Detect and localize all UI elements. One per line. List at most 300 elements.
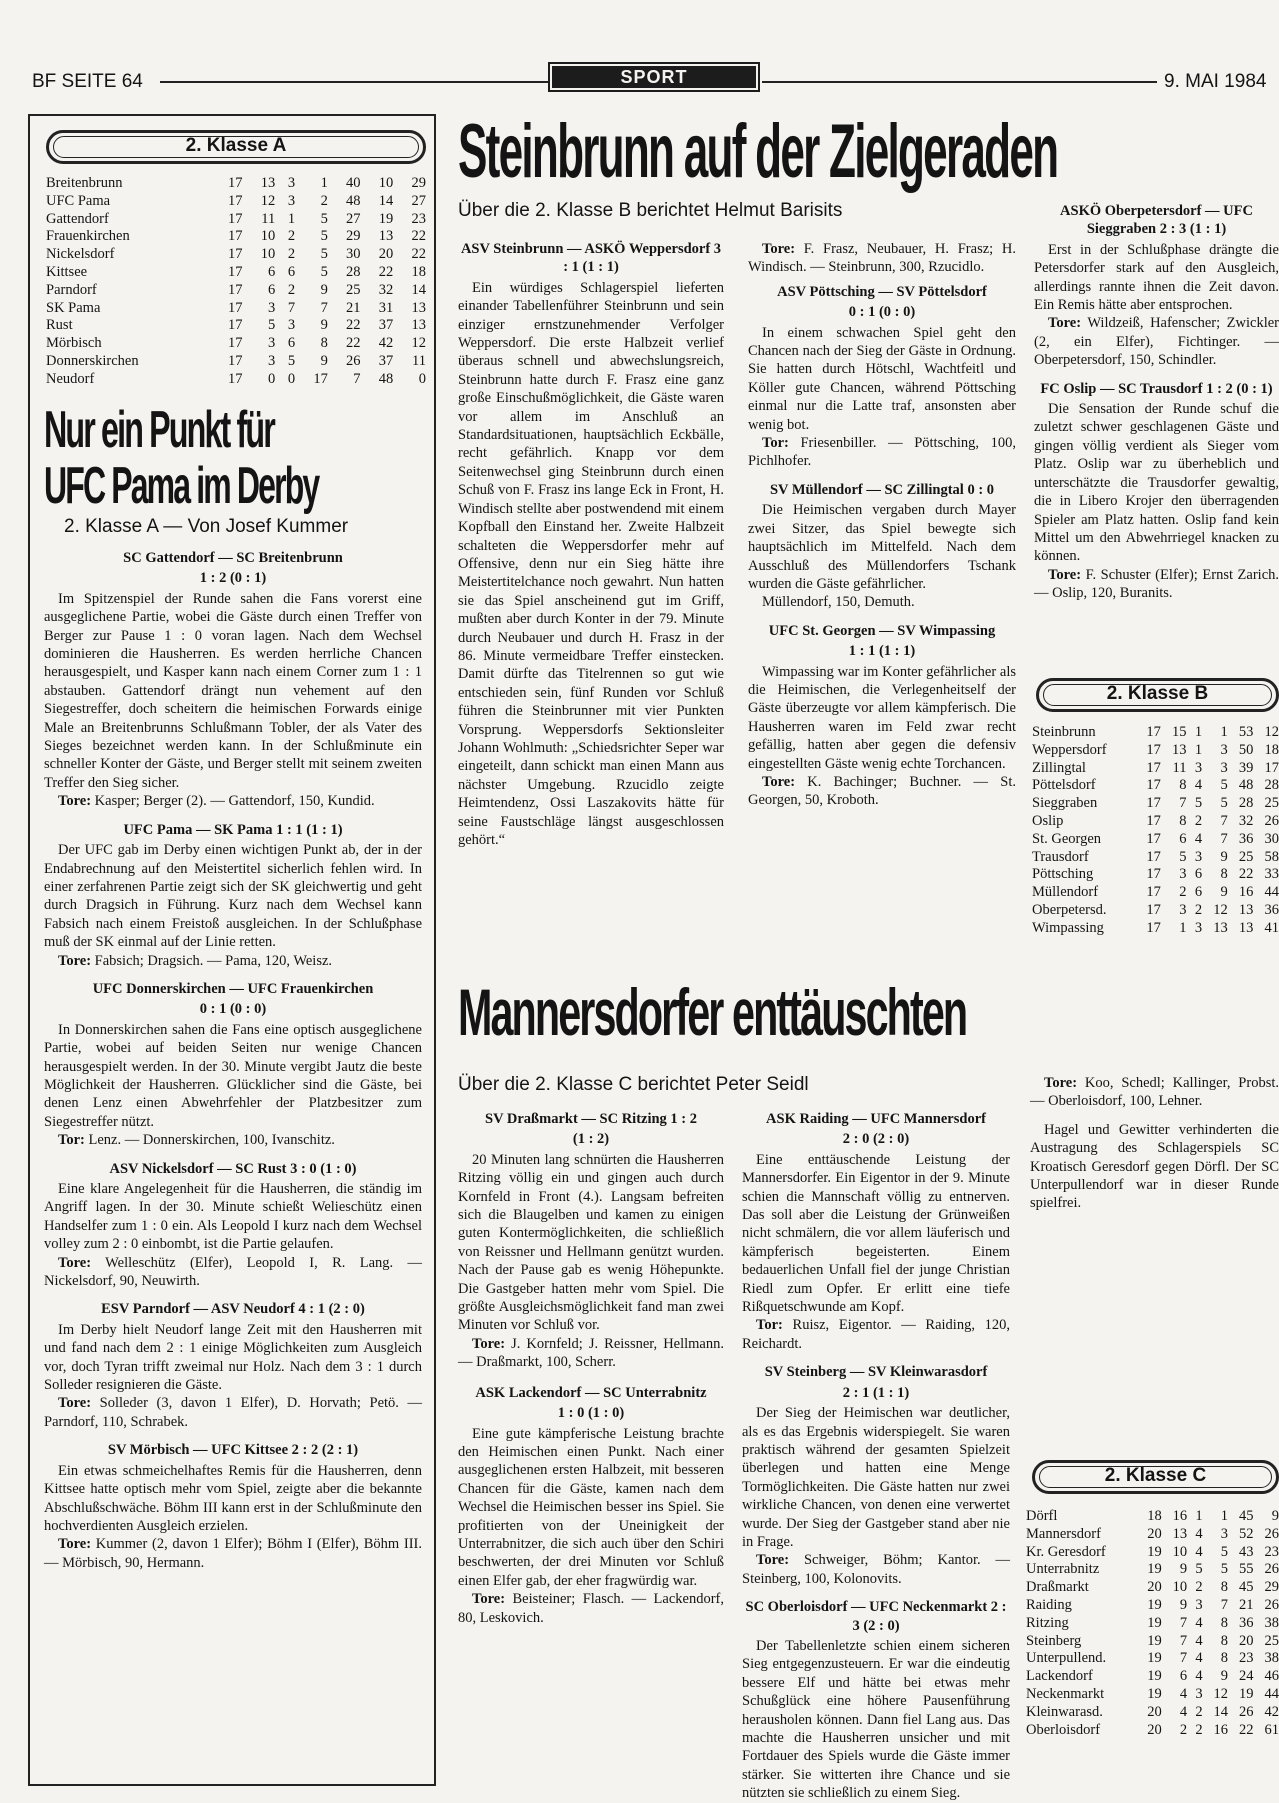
stat-cell: 22 [411,246,426,263]
stat-cell: 25 [346,281,361,298]
stat-cell: 6 [267,263,276,280]
table-row [46,175,426,193]
stat-cell: 5 [320,210,328,227]
stat-cell: 3 [1220,1525,1229,1542]
stat-cell: 26 [1264,1561,1279,1578]
stat-cell: 7 [1220,812,1228,829]
stat-cell: 36 [1238,830,1254,847]
stat-cell: 17 [228,210,243,227]
stat-cell: 4 [1195,1650,1203,1667]
stat-cell: 28 [346,263,361,280]
article-3-col-3 [1030,1074,1279,1394]
stat-cell: 3 [1220,741,1228,758]
stat-cell: 0 [418,370,426,387]
table-row [1026,1704,1279,1722]
stat-cell: 9 [1179,1561,1188,1578]
stat-cell: 19 [1147,1614,1162,1631]
match-scorers: Tore: F. Schuster (Elfer); Ernst Zarich. — Oslip, 120, Buranits. [1034,566,1279,602]
stat-cell: 19 [1147,1685,1162,1702]
table-row [1032,813,1279,831]
header-rule-left [160,81,548,83]
stat-cell: 19 [1147,1561,1162,1578]
team-name: Neudorf [46,370,95,387]
match-scorers: Tore: J. Kornfeld; J. Reissner, Hellmann. — Draßmarkt, 100, Scherr. [458,1335,724,1371]
team-name: Müllendorf [1032,884,1099,901]
match-title: ASV Pöttsching — SV Pöttelsdorf [777,283,987,300]
stat-cell: 5 [1220,777,1228,794]
team-name: Trausdorf [1032,848,1089,865]
stat-cell: 3 [1194,759,1203,776]
article-1-body [44,543,422,1572]
team-name: Neckenmarkt [1026,1685,1105,1702]
stat-cell: 3 [287,175,296,191]
stat-cell: 45 [1238,1579,1254,1596]
stat-cell: 43 [1238,1543,1254,1560]
table-row [46,228,426,246]
stat-cell: 3 [1179,901,1187,918]
stat-cell: 19 [1238,1685,1254,1702]
stat-cell: 29 [411,175,426,191]
match-title: SC Oberloisdorf — UFC Neckenmarkt 2 : 3 (2 : 0) [745,1599,1007,1634]
stat-cell: 17 [228,370,243,387]
stat-cell: 4 [1194,830,1203,847]
match-report: Der UFC gab im Derby einen wichtigen Punkt ab, der in der Endabrechnung auf den Meistertitel sicherlich fehlen wird. In einer zerfahrenen Partie zeigt sich der SK gleichwertig und geht durch Dragsich in Führung. Kurz nach dem Wechsel kann Fabsich nach einem Freistoß ausgleichen. In der Schlußphase muß der SK einmal auf der Linie retten. [44,842,422,951]
stat-cell: 3 [267,335,276,352]
stat-cell: 5 [267,317,276,334]
stat-cell: 20 [1147,1721,1162,1738]
match-score: 2 : 1 (1 : 1) [842,1384,910,1401]
stat-cell: 17 [1146,830,1161,847]
stat-cell: 28 [1264,777,1279,794]
stat-cell: 17 [228,299,243,316]
stat-cell: 7 [1179,1632,1188,1649]
stat-cell: 10 [1172,1579,1188,1596]
stat-cell: 22 [1238,1721,1254,1738]
stat-cell: 17 [1146,795,1161,812]
table-row [1026,1668,1279,1686]
stat-cell: 1 [287,210,296,227]
stat-cell: 7 [1220,1596,1229,1613]
stat-cell: 8 [1220,1579,1229,1596]
stat-cell: 38 [1264,1650,1279,1667]
stat-cell: 25 [1264,795,1279,812]
stat-cell: 2 [1194,901,1203,918]
stat-cell: 13 [1172,741,1187,758]
stat-cell: 13 [1172,1525,1188,1542]
stat-cell: 6 [267,281,276,298]
table-row [1032,920,1279,938]
article-2-col-1 [458,240,724,945]
stat-cell: 8 [1179,812,1187,829]
stat-cell: 48 [1238,777,1254,794]
stat-cell: 50 [1238,741,1254,758]
stat-cell: 42 [378,335,394,352]
stat-cell: 17 [313,370,328,387]
stat-cell: 5 [1220,795,1228,812]
team-name: Mörbisch [46,335,102,352]
table-row [1032,724,1279,742]
table-row [46,300,426,318]
stat-cell: 1 [320,175,328,191]
stat-cell: 37 [378,352,394,369]
stat-cell: 17 [228,175,243,191]
article-2-col-3 [1034,202,1279,662]
team-name: Kleinwarasd. [1026,1703,1103,1720]
stat-cell: 9 [1220,1668,1229,1685]
match-score: 1 : 2 (0 : 1) [199,570,267,587]
team-name: Raiding [1026,1596,1072,1613]
article-2-subline: Über die 2. Klasse B berichtet Helmut Barisits [458,200,843,221]
stat-cell: 42 [1264,1703,1279,1720]
match-score: 1 : 0 (1 : 0) [557,1405,625,1422]
table-row [1026,1722,1279,1740]
stat-cell: 22 [346,335,361,352]
table-row [46,282,426,300]
stat-cell: 7 [320,299,328,316]
stat-cell: 21 [1238,1596,1254,1613]
table-row [1032,849,1279,867]
team-name: Pöttelsdorf [1032,777,1096,794]
team-name: Oberloisdorf [1026,1721,1101,1738]
match-report: Der Sieg der Heimischen war deutlicher, als es das Ergebnis widerspiegelt. Sie waren praktisch während der gesamten Spielzeit überlegen und hatten eine Menge Tormöglichkeiten. Die Gäste hatten nur zwei wirkliche Chancen, von denen eine verwertet wurde. Der Sieg der Gastgeber stand aber nie in Frage. [742,1405,1010,1550]
article-2-col-2 [748,240,1016,945]
stat-cell: 2 [1179,884,1187,901]
table-row [1026,1579,1279,1597]
stat-cell: 20 [1147,1525,1162,1542]
stat-cell: 27 [346,210,361,227]
stat-cell: 19 [1147,1668,1162,1685]
stat-cell: 19 [1147,1632,1162,1649]
match-title: SV Mörbisch — UFC Kittsee 2 : 2 (2 : 1) [107,1442,359,1459]
table-row [1026,1544,1279,1562]
stat-cell: 17 [1146,901,1161,918]
stat-cell: 3 [1195,1685,1203,1702]
team-name: Sieggraben [1032,795,1098,812]
stat-cell: 6 [1194,884,1203,901]
match-report: In einem schwachen Spiel geht den Chancen nach der Sieg der Gäste in Ordnung. Sie hatten durch Hötschl, Wachtfeitl und Köller gute Chancen, während Pöttsching einmal nur die Latte traf, ansonsten aber wenig bot. [748,324,1016,433]
stat-cell: 13 [1213,919,1228,936]
team-name: Donnerskirchen [46,352,139,369]
stat-cell: 2 [1195,1721,1203,1738]
stat-cell: 17 [1146,884,1161,901]
section-label [548,62,760,92]
stat-cell: 9 [320,317,328,334]
stat-cell: 29 [1264,1579,1279,1596]
stat-cell: 5 [1179,848,1187,865]
stat-cell: 2 [1194,812,1203,829]
match-title: FC Oslip — SC Trausdorf 1 : 2 (0 : 1) [1040,380,1273,397]
stat-cell: 55 [1238,1561,1254,1578]
match-report: Ein etwas schmeichelhaftes Remis für die Hausherren, denn Kittsee hatte optisch mehr vom Spiel, zeigte aber die bekannte Abschlußschwäche. Böhm III kann erst in der Schlußminute den hochverdienten Ausgleich erzielen. [44,1462,422,1534]
table-row [1026,1597,1279,1615]
team-name: SK Pama [46,299,101,316]
standings-table-c [1026,1508,1279,1739]
match-scorers: Tore: Kummer (2, davon 1 Elfer); Böhm I (Elfer), Böhm III. — Mörbisch, 90, Hermann. [44,1536,423,1571]
stat-cell: 11 [261,210,276,227]
stat-cell: 24 [1238,1668,1254,1685]
stat-cell: 8 [320,335,328,352]
team-name: Mannersdorf [1026,1525,1101,1542]
match-score: 0 : 1 (0 : 0) [199,1001,267,1018]
match-venue: Müllendorf, 150, Demuth. [762,594,915,611]
stat-cell: 44 [1264,1685,1279,1702]
stat-cell: 17 [228,317,243,334]
stat-cell: 17 [1146,759,1161,776]
stat-cell: 21 [346,299,361,316]
team-name: Breitenbrunn [46,175,123,191]
match-title: ASV Nickelsdorf — SC Rust 3 : 0 (1 : 0) [109,1160,357,1177]
table-row [1032,795,1279,813]
stat-cell: 17 [1146,848,1161,865]
stat-cell: 5 [320,263,328,280]
stat-cell: 32 [378,281,394,298]
stat-cell: 11 [412,352,426,369]
stat-cell: 22 [378,263,394,280]
stat-cell: 17 [1264,759,1279,776]
match-report: Der Tabellenletzte schien einem sicheren Sieg entgegenzusteuern. Er war die eindeutig bessere Elf und hätte bei etwas mehr Schußglück eine höhere Pausenführung herausholen können. Dann fiel Lang aus. Das machte die Hausherren unsicher und mit Fortdauer des Spiels wurde die Gäste immer stärker. Sie witterten ihre Chance und sie nützten sie schließlich zu einem Sieg. [742,1637,1010,1802]
stat-cell: 45 [1238,1508,1254,1524]
section-label-text: SPORT [620,67,688,87]
match-title: SC Gattendorf — SC Breitenbrunn [123,550,343,566]
stat-cell: 5 [1195,1561,1203,1578]
stat-cell: 41 [1264,919,1279,936]
team-name: Zillingtal [1032,759,1086,776]
stat-cell: 3 [1220,759,1228,776]
stat-cell: 1 [1179,919,1187,936]
stat-cell: 3 [1179,866,1187,883]
standings-table-b [1032,724,1279,938]
stat-cell: 20 [1238,1632,1254,1649]
stat-cell: 12 [1213,901,1228,918]
match-scorers: Tore: Kasper; Berger (2). — Gattendorf, 150, Kundid. [58,793,375,810]
stat-cell: 1 [1194,724,1203,740]
match-score: 1 : 1 (1 : 1) [848,643,916,660]
table-c-title: 2. Klasse C [1032,1460,1279,1494]
match-title: ASKÖ Oberpetersdorf — UFC Sieggraben 2 : 3 (1 : 1) [1060,203,1253,238]
table-row [1032,831,1279,849]
table-row [46,371,426,389]
match-title: SV Steinberg — SV Kleinwarasdorf [764,1364,988,1381]
team-name: Lackendorf [1026,1668,1093,1685]
stat-cell: 8 [1220,1650,1229,1667]
team-name: Dörfl [1026,1508,1058,1524]
stat-cell: 61 [1264,1721,1279,1738]
stat-cell: 17 [1146,919,1161,936]
stat-cell: 4 [1195,1525,1203,1542]
match-scorers: Tore: Beisteiner; Flasch. — Lackendorf, 80, Leskovich. [458,1591,725,1626]
table-b-title: 2. Klasse B [1036,678,1279,712]
stat-cell: 17 [228,228,243,245]
stat-cell: 22 [1238,866,1254,883]
stat-cell: 23 [1238,1650,1254,1667]
team-name: St. Georgen [1032,830,1102,847]
headline-1a: Nur ein Punkt für [44,401,274,459]
stat-cell: 25 [1238,848,1254,865]
stat-cell: 13 [411,299,426,316]
stat-cell: 3 [287,192,296,209]
match-report: Eine klare Angelegenheit für die Hausherren, die ständig im Angriff lagen. In der 30. Minute schießt Welieschütz einen Handselfer zum 1 : 0 ein. Als Leopold I kurz nach dem Wechsel volley zum 2 : 0 einbombt, ist die Partie gelaufen. [44,1181,422,1253]
stat-cell: 2 [287,281,296,298]
match-scorers: Tor: Ruisz, Eigentor. — Raiding, 120, Reichardt. [742,1317,1011,1352]
stat-cell: 36 [1238,1614,1254,1631]
page-number: BF SEITE 64 [32,71,143,92]
table-row [46,264,426,282]
match-scorers: Tore: F. Frasz, Neubauer, H. Frasz; H. Windisch. — Steinbrunn, 300, Rzucidlo. [748,241,1017,276]
stat-cell: 29 [346,228,361,245]
stat-cell: 12 [411,335,426,352]
stat-cell: 16 [1238,884,1254,901]
team-name: Ritzing [1026,1614,1069,1631]
match-report: Die Sensation der Runde schuf die zuletzt schwer geschlagenen Gäste und gingen völlig verdient als Sieger vom Platz. Oslip war zu überheblich und unterschätzte die Trausdorfer gewaltig, die in Libero Krojer den überragenden Spieler am Platz hatten. Oslip fand kein Mittel um den Abwehrriegel knacken zu können. [1034,401,1279,565]
stat-cell: 3 [267,299,276,316]
table-row [1032,884,1279,902]
match-report: Die Heimischen vergaben durch Mayer zwei Sitzer, das Spiel bewegte sich hauptsächlich im Mittelfeld. Nach dem Ausschluß des Müllendorfers Tschank wurden die Gäste gefährlicher. [748,502,1016,592]
issue-date: 9. MAI 1984 [1164,71,1267,92]
stat-cell: 27 [411,192,426,209]
stat-cell: 18 [1147,1508,1162,1524]
stat-cell: 23 [411,210,426,227]
stat-cell: 9 [1220,848,1228,865]
stat-cell: 6 [1194,866,1203,883]
match-score: 0 : 1 (0 : 0) [848,304,916,321]
stat-cell: 7 [287,299,296,316]
stat-cell: 19 [378,210,394,227]
table-row [1032,866,1279,884]
team-name: Steinbrunn [1032,724,1096,740]
stat-cell: 28 [1238,795,1254,812]
stat-cell: 33 [1264,866,1279,883]
stat-cell: 4 [1195,1614,1203,1631]
match-report: Im Derby hielt Neudorf lange Zeit mit den Hausherren mit und fand nach dem 2 : 1 einige Möglichkeiten zum Ausgleich vor, doch Tyran trifft zweimal nur Holz. Nach dem 3 : 1 durch Solleder resignieren die Gäste. [44,1321,422,1394]
match-score: (1 : 2) [572,1131,610,1148]
stat-cell: 23 [1264,1543,1279,1560]
table-row [1032,760,1279,778]
table-row [46,246,426,264]
headline-2: Steinbrunn auf der Zielgeraden [458,109,1058,194]
stat-cell: 7 [1179,1650,1188,1667]
team-name: Unterrabnitz [1026,1561,1100,1578]
team-name: Parndorf [46,281,97,298]
stat-cell: 6 [1179,1668,1188,1685]
match-scorers: Tor: Friesenbiller. — Pöttsching, 100, Pichlhofer. [748,435,1016,470]
stat-cell: 30 [346,246,361,263]
stat-cell: 5 [320,228,328,245]
stat-cell: 25 [1264,1632,1279,1649]
stat-cell: 7 [353,370,361,387]
stat-cell: 2 [1195,1579,1203,1596]
stat-cell: 5 [287,352,296,369]
stat-cell: 9 [320,352,328,369]
stat-cell: 58 [1264,848,1279,865]
stat-cell: 5 [1194,795,1203,812]
stat-cell: 17 [228,281,243,298]
table-row [1026,1526,1279,1544]
stat-cell: 20 [1147,1703,1162,1720]
match-scorers: Tore: Welleschütz (Elfer), Leopold I, R. Lang. — Nickelsdorf, 90, Neuwirth. [44,1254,422,1290]
article-3-subline: Über die 2. Klasse C berichtet Peter Seidl [458,1074,809,1095]
stat-cell: 11 [1172,759,1187,776]
stat-cell: 12 [260,192,276,209]
table-row [1026,1633,1279,1651]
match-report: Hagel und Gewitter verhinderten die Austragung des Schlagerspiels SC Kroatisch Geresdorf gegen Dörfl. Der SC Unterpullendorf war in dieser Runde spielfrei. [1030,1121,1279,1212]
stat-cell: 53 [1238,724,1254,740]
match-scorers: Tore: Solleder (3, davon 1 Elfer), D. Horvath; Petö. — Parndorf, 110, Schrabek. [44,1395,423,1430]
stat-cell: 4 [1179,1703,1188,1720]
match-title: UFC St. Georgen — SV Wimpassing [768,622,996,639]
stat-cell: 4 [1194,777,1203,794]
match-title: UFC Donnerskirchen — UFC Frauenkirchen [92,980,374,997]
stat-cell: 20 [1147,1579,1162,1596]
stat-cell: 48 [346,192,361,209]
stat-cell: 3 [287,317,296,334]
stat-cell: 17 [1146,777,1161,794]
stat-cell: 3 [267,352,276,369]
match-title: SV Draßmarkt — SC Ritzing 1 : 2 [485,1111,697,1127]
stat-cell: 17 [1146,741,1161,758]
match-scorers: Tore: Fabsich; Dragsich. — Pama, 120, Weisz. [58,952,333,969]
stat-cell: 1 [1194,741,1203,758]
stat-cell: 6 [1179,830,1187,847]
table-row [46,335,426,353]
stat-cell: 37 [378,317,394,334]
stat-cell: 26 [1264,812,1279,829]
match-scorers: Tore: K. Bachinger; Buchner. — St. Georgen, 50, Kroboth. [748,773,1016,809]
stat-cell: 1 [1195,1508,1203,1524]
stat-cell: 14 [378,192,394,209]
article-3-col-1 [458,1110,724,1790]
stat-cell: 19 [1147,1543,1162,1560]
stat-cell: 12 [1213,1685,1229,1702]
match-scorers: Tor: Lenz. — Donnerskirchen, 100, Ivanschitz. [58,1132,335,1149]
team-name: UFC Pama [46,192,111,209]
table-row [1026,1508,1279,1526]
stat-cell: 13 [411,317,426,334]
stat-cell: 2 [287,228,296,245]
stat-cell: 14 [1213,1703,1229,1720]
article-3-col-2 [742,1110,1011,1802]
stat-cell: 9 [1179,1596,1188,1613]
stat-cell: 52 [1238,1525,1254,1542]
match-report: Eine enttäuschende Leistung der Mannersdorfer. Ein Eigentor in der 9. Minute schien die Mannschaft völlig zu entnerven. Das soll aber die Leistung der Grünweißen nicht schmälern, die vor allem läuferisch und kämpferisch begeisterten. Einem bedauerlichen Unfall fiel der junge Christian Riedl zum Opfer. Er erlitt eine tiefe Rißquetschwunde am Kopf. [742,1151,1010,1316]
stat-cell: 31 [378,299,394,316]
stat-cell: 8 [1220,1614,1229,1631]
match-title: SV Müllendorf — SC Zillingtal 0 : 0 [769,481,995,498]
stat-cell: 2 [320,192,328,209]
stat-cell: 13 [1238,919,1254,936]
headline-3: Mannersdorfer enttäuschten [458,975,967,1049]
table-row [1026,1615,1279,1633]
stat-cell: 17 [228,192,243,209]
standings-table-a [46,175,426,389]
stat-cell: 2 [1179,1721,1188,1738]
team-name: Unterpullend. [1026,1650,1107,1667]
match-report: Erst in der Schlußphase drängte die Petersdorfer stark auf den Ausgleich, allerdings rannte ihnen die Zeit davon. Ein Remis hätte aber entsprochen. [1034,241,1279,314]
stat-cell: 17 [228,246,243,263]
header-rule-right [762,81,1157,83]
stat-cell: 16 [1213,1721,1229,1738]
stat-cell: 36 [1264,901,1279,918]
match-report: Wimpassing war im Konter gefährlicher als die Heimischen, die Verlegenheitself der Gäste überzeugte vor allem kämpferisch. Die Hausherren waren im Feld zwar recht gefällig, hatten aber gegen die defensiv eingestellten Gäste wenig echte Torchancen. [748,663,1016,772]
table-a-title: 2. Klasse A [46,130,426,164]
stat-cell: 10 [378,175,394,191]
stat-cell: 7 [1179,1614,1188,1631]
match-title: UFC Pama — SK Pama 1 : 1 (1 : 1) [123,821,343,838]
team-name: Nickelsdorf [46,246,115,263]
stat-cell: 10 [260,246,276,263]
table-row [1032,742,1279,760]
stat-cell: 26 [346,352,361,369]
stat-cell: 18 [1264,741,1279,758]
